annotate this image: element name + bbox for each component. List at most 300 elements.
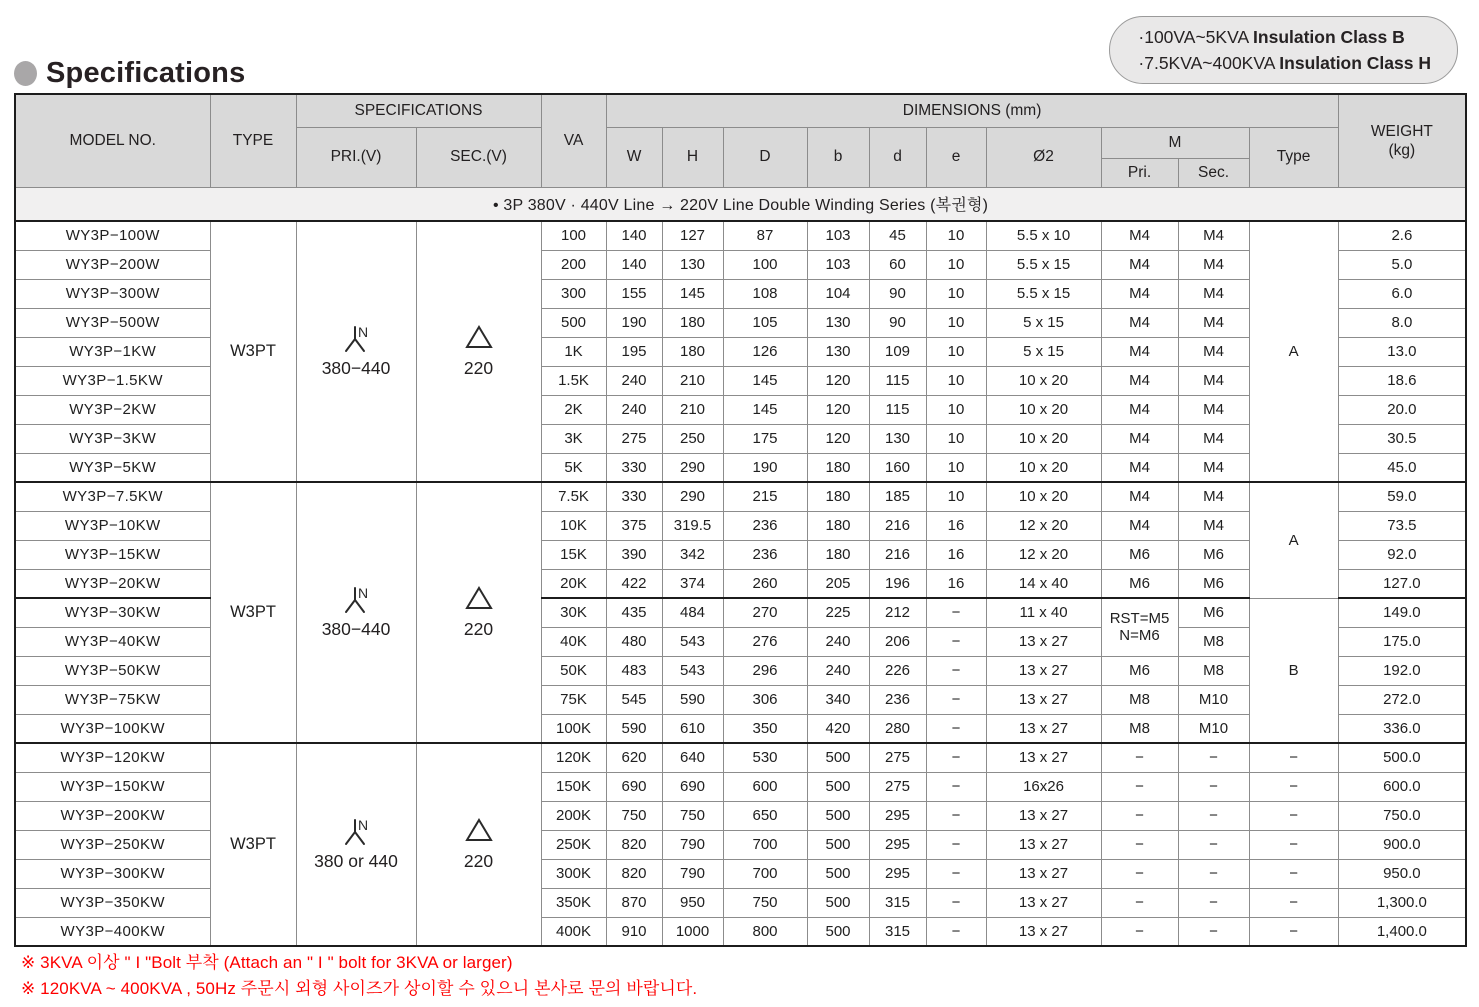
- cell-m-pri: M4: [1101, 453, 1178, 482]
- cell-m-sec: M4: [1178, 395, 1249, 424]
- cell-m-pri: M4: [1101, 250, 1178, 279]
- cell-dia2: 13 x 27: [986, 859, 1101, 888]
- svg-text:N: N: [358, 324, 369, 340]
- header-weight: [1338, 94, 1466, 187]
- cell-weight: 600.0: [1338, 772, 1466, 801]
- cell-model: WY3P−200W: [15, 250, 210, 279]
- pri-voltage: 380−440: [321, 358, 391, 378]
- cell-m-pri: −: [1101, 917, 1178, 946]
- cell-mount-type: −: [1249, 888, 1338, 917]
- cell-m-sec: −: [1178, 917, 1249, 946]
- header-dim-d: d: [869, 127, 926, 187]
- cell-dia2: 13 x 27: [986, 888, 1101, 917]
- header-m-sec: Sec.: [1178, 158, 1249, 187]
- sec-voltage: 220: [463, 358, 494, 378]
- cell-dim-b: 205: [807, 569, 869, 598]
- cell-model: WY3P−50KW: [15, 656, 210, 685]
- cell-weight: 1,300.0: [1338, 888, 1466, 917]
- cell-va: 120K: [541, 743, 606, 772]
- cell-dim-d-cap: 190: [723, 453, 807, 482]
- cell-m-pri: M4: [1101, 366, 1178, 395]
- cell-va: 3K: [541, 424, 606, 453]
- cell-m-sec: M6: [1178, 540, 1249, 569]
- cell-dim-d: 236: [869, 685, 926, 714]
- cell-dim-h: 210: [662, 395, 723, 424]
- cell-m-pri: −: [1101, 888, 1178, 917]
- cell-dim-b: 340: [807, 685, 869, 714]
- cell-dim-d-cap: 175: [723, 424, 807, 453]
- delta-icon: [464, 817, 494, 849]
- cell-dim-b: 103: [807, 250, 869, 279]
- cell-m-sec: M4: [1178, 279, 1249, 308]
- cell-dia2: 5.5 x 15: [986, 279, 1101, 308]
- cell-dim-w: 620: [606, 743, 662, 772]
- badge-line2-class: Insulation Class H: [1279, 53, 1431, 73]
- cell-m-pri: M6: [1101, 540, 1178, 569]
- cell-mount-type: −: [1249, 917, 1338, 946]
- cell-weight: 30.5: [1338, 424, 1466, 453]
- cell-dia2: 10 x 20: [986, 366, 1101, 395]
- cell-dim-d-cap: 236: [723, 511, 807, 540]
- cell-m-sec: M4: [1178, 250, 1249, 279]
- cell-dim-d-cap: 350: [723, 714, 807, 743]
- cell-m-sec: M4: [1178, 511, 1249, 540]
- cell-dim-d: 90: [869, 279, 926, 308]
- cell-dim-h: 210: [662, 366, 723, 395]
- section-header: [14, 57, 245, 90]
- cell-m-sec: M4: [1178, 453, 1249, 482]
- cell-model: WY3P−1KW: [15, 337, 210, 366]
- cell-dim-e: −: [926, 656, 986, 685]
- cell-dim-b: 500: [807, 830, 869, 859]
- cell-dim-d-cap: 145: [723, 395, 807, 424]
- group-1: [15, 221, 1466, 482]
- cell-dim-w: 390: [606, 540, 662, 569]
- cell-dim-d-cap: 296: [723, 656, 807, 685]
- cell-m-sec: −: [1178, 888, 1249, 917]
- cell-mount-type: −: [1249, 859, 1338, 888]
- header-dim-h: H: [662, 127, 723, 187]
- specifications-table: [14, 93, 1467, 947]
- cell-m-pri: −: [1101, 801, 1178, 830]
- cell-sec-group: [416, 482, 541, 743]
- cell-pri-group: [296, 221, 416, 482]
- pri-voltage: 380−440: [321, 619, 391, 639]
- header-dia2: Ø2: [986, 127, 1101, 187]
- cell-m-pri: M4: [1101, 221, 1178, 250]
- cell-dim-e: 16: [926, 569, 986, 598]
- cell-dia2: 11 x 40: [986, 598, 1101, 627]
- cell-pri-group: [296, 482, 416, 743]
- cell-dia2: 5.5 x 15: [986, 250, 1101, 279]
- cell-dim-h: 590: [662, 685, 723, 714]
- header-dimensions: DIMENSIONS (mm): [606, 94, 1338, 127]
- sec-voltage: 220: [463, 619, 494, 639]
- cell-va: 300: [541, 279, 606, 308]
- cell-dia2: 13 x 27: [986, 917, 1101, 946]
- cell-dim-b: 180: [807, 540, 869, 569]
- cell-dim-w: 820: [606, 830, 662, 859]
- cell-dia2: 13 x 27: [986, 714, 1101, 743]
- cell-dim-e: 10: [926, 424, 986, 453]
- footnote-1: ※ 3KVA 이상 " I "Bolt 부착 (Attach an " I " bolt for 3KVA or larger): [21, 953, 513, 972]
- cell-mount-type: A: [1249, 482, 1338, 598]
- cell-va: 400K: [541, 917, 606, 946]
- cell-dim-b: 420: [807, 714, 869, 743]
- cell-model: WY3P−500W: [15, 308, 210, 337]
- cell-mount-type: −: [1249, 743, 1338, 772]
- cell-dim-d-cap: 700: [723, 830, 807, 859]
- footnotes: [21, 950, 697, 1002]
- cell-dim-d: 315: [869, 888, 926, 917]
- cell-model: WY3P−20KW: [15, 569, 210, 598]
- cell-m-sec: M6: [1178, 598, 1249, 627]
- cell-va: 20K: [541, 569, 606, 598]
- cell-va: 200: [541, 250, 606, 279]
- cell-dim-h: 290: [662, 482, 723, 511]
- svg-text:N: N: [358, 817, 369, 833]
- cell-weight: 13.0: [1338, 337, 1466, 366]
- cell-dim-d: 295: [869, 859, 926, 888]
- cell-dim-d-cap: 215: [723, 482, 807, 511]
- cell-m-pri: M6: [1101, 569, 1178, 598]
- cell-dim-b: 225: [807, 598, 869, 627]
- cell-dim-b: 180: [807, 511, 869, 540]
- cell-weight: 45.0: [1338, 453, 1466, 482]
- cell-dim-w: 140: [606, 221, 662, 250]
- cell-dim-b: 130: [807, 337, 869, 366]
- cell-dim-e: 10: [926, 337, 986, 366]
- cell-model: WY3P−75KW: [15, 685, 210, 714]
- cell-dim-h: 127: [662, 221, 723, 250]
- table-row: [15, 221, 1466, 250]
- cell-dim-d: 196: [869, 569, 926, 598]
- cell-pri-group: [296, 743, 416, 946]
- cell-dim-d-cap: 100: [723, 250, 807, 279]
- cell-va: 5K: [541, 453, 606, 482]
- cell-dim-d: 216: [869, 511, 926, 540]
- cell-dim-d-cap: 270: [723, 598, 807, 627]
- cell-m-pri: M4: [1101, 395, 1178, 424]
- table-row: [15, 482, 1466, 511]
- cell-dim-b: 120: [807, 395, 869, 424]
- cell-dia2: 12 x 20: [986, 540, 1101, 569]
- cell-m-pri: M8: [1101, 714, 1178, 743]
- cell-weight: 6.0: [1338, 279, 1466, 308]
- cell-dim-b: 500: [807, 772, 869, 801]
- cell-va: 150K: [541, 772, 606, 801]
- cell-m-pri: M4: [1101, 308, 1178, 337]
- header-type: TYPE: [210, 94, 296, 187]
- cell-dim-w: 820: [606, 859, 662, 888]
- cell-m-sec: M4: [1178, 308, 1249, 337]
- cell-m-pri: −: [1101, 830, 1178, 859]
- cell-m-sec: M10: [1178, 685, 1249, 714]
- cell-dim-w: 910: [606, 917, 662, 946]
- cell-dim-b: 240: [807, 656, 869, 685]
- cell-dim-h: 180: [662, 337, 723, 366]
- page-title: Specifications: [46, 57, 246, 89]
- cell-weight: 149.0: [1338, 598, 1466, 627]
- cell-dim-h: 250: [662, 424, 723, 453]
- cell-va: 2K: [541, 395, 606, 424]
- delta-icon: [464, 324, 494, 356]
- cell-model: WY3P−2KW: [15, 395, 210, 424]
- cell-dia2: 12 x 20: [986, 511, 1101, 540]
- cell-va: 250K: [541, 830, 606, 859]
- cell-mount-type: −: [1249, 772, 1338, 801]
- cell-model: WY3P−100KW: [15, 714, 210, 743]
- cell-dim-b: 180: [807, 482, 869, 511]
- cell-dim-e: 10: [926, 308, 986, 337]
- series-band: [15, 187, 1466, 221]
- cell-dim-w: 375: [606, 511, 662, 540]
- cell-dim-e: 10: [926, 250, 986, 279]
- cell-va: 200K: [541, 801, 606, 830]
- cell-m-pri: M8: [1101, 685, 1178, 714]
- cell-dim-d: 115: [869, 366, 926, 395]
- cell-weight: 18.6: [1338, 366, 1466, 395]
- cell-dim-b: 130: [807, 308, 869, 337]
- wye-n-icon: [338, 585, 374, 617]
- pri-voltage: 380 or 440: [314, 851, 398, 871]
- cell-dia2: 10 x 20: [986, 453, 1101, 482]
- cell-dia2: 13 x 27: [986, 685, 1101, 714]
- group-2: [15, 482, 1466, 743]
- cell-dim-e: 10: [926, 482, 986, 511]
- cell-dim-w: 435: [606, 598, 662, 627]
- cell-dim-h: 950: [662, 888, 723, 917]
- table-header: [15, 94, 1466, 187]
- group-3: [15, 743, 1466, 946]
- cell-weight: 175.0: [1338, 627, 1466, 656]
- cell-dim-w: 870: [606, 888, 662, 917]
- cell-dim-d: 109: [869, 337, 926, 366]
- cell-model: WY3P−1.5KW: [15, 366, 210, 395]
- cell-m-pri: M4: [1101, 511, 1178, 540]
- cell-type-group: W3PT: [210, 743, 296, 946]
- cell-m-sec: M4: [1178, 221, 1249, 250]
- cell-m-sec: M4: [1178, 337, 1249, 366]
- cell-weight: 272.0: [1338, 685, 1466, 714]
- cell-weight: 750.0: [1338, 801, 1466, 830]
- header-dim-b: b: [807, 127, 869, 187]
- cell-weight: 59.0: [1338, 482, 1466, 511]
- cell-model: WY3P−5KW: [15, 453, 210, 482]
- cell-dim-w: 275: [606, 424, 662, 453]
- cell-dia2: 5 x 15: [986, 308, 1101, 337]
- cell-dim-w: 750: [606, 801, 662, 830]
- cell-dia2: 13 x 27: [986, 801, 1101, 830]
- cell-m-sec: M4: [1178, 482, 1249, 511]
- cell-m-sec: M10: [1178, 714, 1249, 743]
- cell-dia2: 13 x 27: [986, 627, 1101, 656]
- cell-weight: 20.0: [1338, 395, 1466, 424]
- badge-line-1: [1138, 24, 1431, 50]
- cell-dim-b: 180: [807, 453, 869, 482]
- cell-va: 75K: [541, 685, 606, 714]
- header-dim-w: W: [606, 127, 662, 187]
- cell-dia2: 13 x 27: [986, 830, 1101, 859]
- cell-dim-w: 140: [606, 250, 662, 279]
- cell-weight: 336.0: [1338, 714, 1466, 743]
- cell-dim-d: 295: [869, 801, 926, 830]
- cell-dim-d: 315: [869, 917, 926, 946]
- cell-m-pri: M4: [1101, 337, 1178, 366]
- cell-m-sec: −: [1178, 859, 1249, 888]
- cell-dim-e: −: [926, 714, 986, 743]
- cell-dia2: 10 x 20: [986, 395, 1101, 424]
- cell-dim-w: 195: [606, 337, 662, 366]
- cell-dim-e: −: [926, 772, 986, 801]
- cell-m-pri: −: [1101, 772, 1178, 801]
- cell-dim-d-cap: 105: [723, 308, 807, 337]
- cell-weight: 8.0: [1338, 308, 1466, 337]
- cell-dim-d-cap: 530: [723, 743, 807, 772]
- cell-weight: 5.0: [1338, 250, 1466, 279]
- cell-m-sec: −: [1178, 801, 1249, 830]
- cell-dim-e: 10: [926, 453, 986, 482]
- cell-m-pri: M4: [1101, 482, 1178, 511]
- header-pri-v: PRI.(V): [296, 127, 416, 187]
- cell-dim-e: −: [926, 801, 986, 830]
- cell-m-pri: M6: [1101, 656, 1178, 685]
- cell-dim-d-cap: 236: [723, 540, 807, 569]
- cell-va: 1.5K: [541, 366, 606, 395]
- wye-n-icon: [338, 817, 374, 849]
- cell-dim-e: 16: [926, 540, 986, 569]
- cell-dim-w: 240: [606, 366, 662, 395]
- cell-sec-group: [416, 743, 541, 946]
- cell-dim-e: 16: [926, 511, 986, 540]
- cell-dim-b: 240: [807, 627, 869, 656]
- cell-dim-h: 543: [662, 627, 723, 656]
- cell-va: 100K: [541, 714, 606, 743]
- cell-m-pri: M4: [1101, 279, 1178, 308]
- cell-va: 30K: [541, 598, 606, 627]
- cell-dim-e: −: [926, 830, 986, 859]
- cell-m-sec: −: [1178, 743, 1249, 772]
- cell-dia2: 10 x 20: [986, 424, 1101, 453]
- cell-model: WY3P−30KW: [15, 598, 210, 627]
- footnote-2: ※ 120KVA ~ 400KVA , 50Hz 주문시 외형 사이즈가 상이할 수 있으니 본사로 문의 바랍니다.: [21, 979, 698, 998]
- series-note: • 3P 380V · 440V Line → 220V Line Double Winding Series (복권형): [15, 187, 1466, 221]
- cell-dim-b: 500: [807, 888, 869, 917]
- insulation-class-badge: [1109, 16, 1458, 84]
- cell-va: 7.5K: [541, 482, 606, 511]
- cell-dim-h: 342: [662, 540, 723, 569]
- cell-dim-d: 206: [869, 627, 926, 656]
- cell-dim-h: 319.5: [662, 511, 723, 540]
- cell-dim-d: 115: [869, 395, 926, 424]
- cell-m-sec: M6: [1178, 569, 1249, 598]
- cell-mount-type: −: [1249, 830, 1338, 859]
- cell-dim-e: −: [926, 888, 986, 917]
- bullet-icon: [14, 61, 37, 86]
- cell-dim-b: 103: [807, 221, 869, 250]
- cell-dim-w: 155: [606, 279, 662, 308]
- cell-m-pri: −: [1101, 743, 1178, 772]
- cell-weight: 900.0: [1338, 830, 1466, 859]
- cell-model: WY3P−300KW: [15, 859, 210, 888]
- cell-weight: 2.6: [1338, 221, 1466, 250]
- cell-dim-h: 374: [662, 569, 723, 598]
- header-m: M: [1101, 127, 1249, 158]
- cell-model: WY3P−10KW: [15, 511, 210, 540]
- cell-dim-e: −: [926, 685, 986, 714]
- cell-dim-b: 500: [807, 801, 869, 830]
- cell-dim-h: 750: [662, 801, 723, 830]
- cell-dim-w: 240: [606, 395, 662, 424]
- cell-dim-h: 180: [662, 308, 723, 337]
- cell-dim-e: −: [926, 598, 986, 627]
- cell-weight: 1,400.0: [1338, 917, 1466, 946]
- cell-va: 15K: [541, 540, 606, 569]
- header-dim-d-cap: D: [723, 127, 807, 187]
- cell-dim-h: 484: [662, 598, 723, 627]
- wye-n-icon: [338, 324, 374, 356]
- cell-model: WY3P−150KW: [15, 772, 210, 801]
- cell-va: 500: [541, 308, 606, 337]
- cell-dim-d: 45: [869, 221, 926, 250]
- header-dim-e: e: [926, 127, 986, 187]
- cell-dim-d: 212: [869, 598, 926, 627]
- cell-dim-h: 145: [662, 279, 723, 308]
- sec-voltage: 220: [463, 851, 494, 871]
- cell-dim-w: 690: [606, 772, 662, 801]
- cell-dim-h: 543: [662, 656, 723, 685]
- cell-dim-d: 160: [869, 453, 926, 482]
- cell-va: 350K: [541, 888, 606, 917]
- cell-dim-d: 275: [869, 772, 926, 801]
- cell-model: WY3P−250KW: [15, 830, 210, 859]
- cell-sec-group: [416, 221, 541, 482]
- header-model-no: MODEL NO.: [15, 94, 210, 187]
- cell-model: WY3P−120KW: [15, 743, 210, 772]
- svg-text:N: N: [358, 585, 369, 601]
- cell-dim-e: −: [926, 917, 986, 946]
- cell-dia2: 13 x 27: [986, 656, 1101, 685]
- cell-dim-w: 545: [606, 685, 662, 714]
- cell-dim-h: 1000: [662, 917, 723, 946]
- cell-dim-d-cap: 126: [723, 337, 807, 366]
- cell-dia2: 16x26: [986, 772, 1101, 801]
- cell-weight: 950.0: [1338, 859, 1466, 888]
- cell-dim-d-cap: 750: [723, 888, 807, 917]
- cell-dim-d-cap: 145: [723, 366, 807, 395]
- header-specifications: SPECIFICATIONS: [296, 94, 541, 127]
- cell-va: 40K: [541, 627, 606, 656]
- cell-dim-d: 130: [869, 424, 926, 453]
- cell-dim-b: 120: [807, 366, 869, 395]
- cell-dim-h: 290: [662, 453, 723, 482]
- cell-dim-d-cap: 276: [723, 627, 807, 656]
- cell-dim-e: 10: [926, 279, 986, 308]
- cell-m-sec: −: [1178, 830, 1249, 859]
- cell-dim-w: 330: [606, 453, 662, 482]
- cell-dim-d-cap: 260: [723, 569, 807, 598]
- cell-m-pri: RST=M5 N=M6: [1101, 598, 1178, 656]
- cell-dim-d: 60: [869, 250, 926, 279]
- cell-dim-e: 10: [926, 221, 986, 250]
- cell-dim-d-cap: 700: [723, 859, 807, 888]
- cell-dim-d: 216: [869, 540, 926, 569]
- cell-dim-b: 104: [807, 279, 869, 308]
- cell-weight: 500.0: [1338, 743, 1466, 772]
- header-weight-line1: WEIGHT: [1370, 122, 1433, 140]
- cell-model: WY3P−7.5KW: [15, 482, 210, 511]
- cell-model: WY3P−100W: [15, 221, 210, 250]
